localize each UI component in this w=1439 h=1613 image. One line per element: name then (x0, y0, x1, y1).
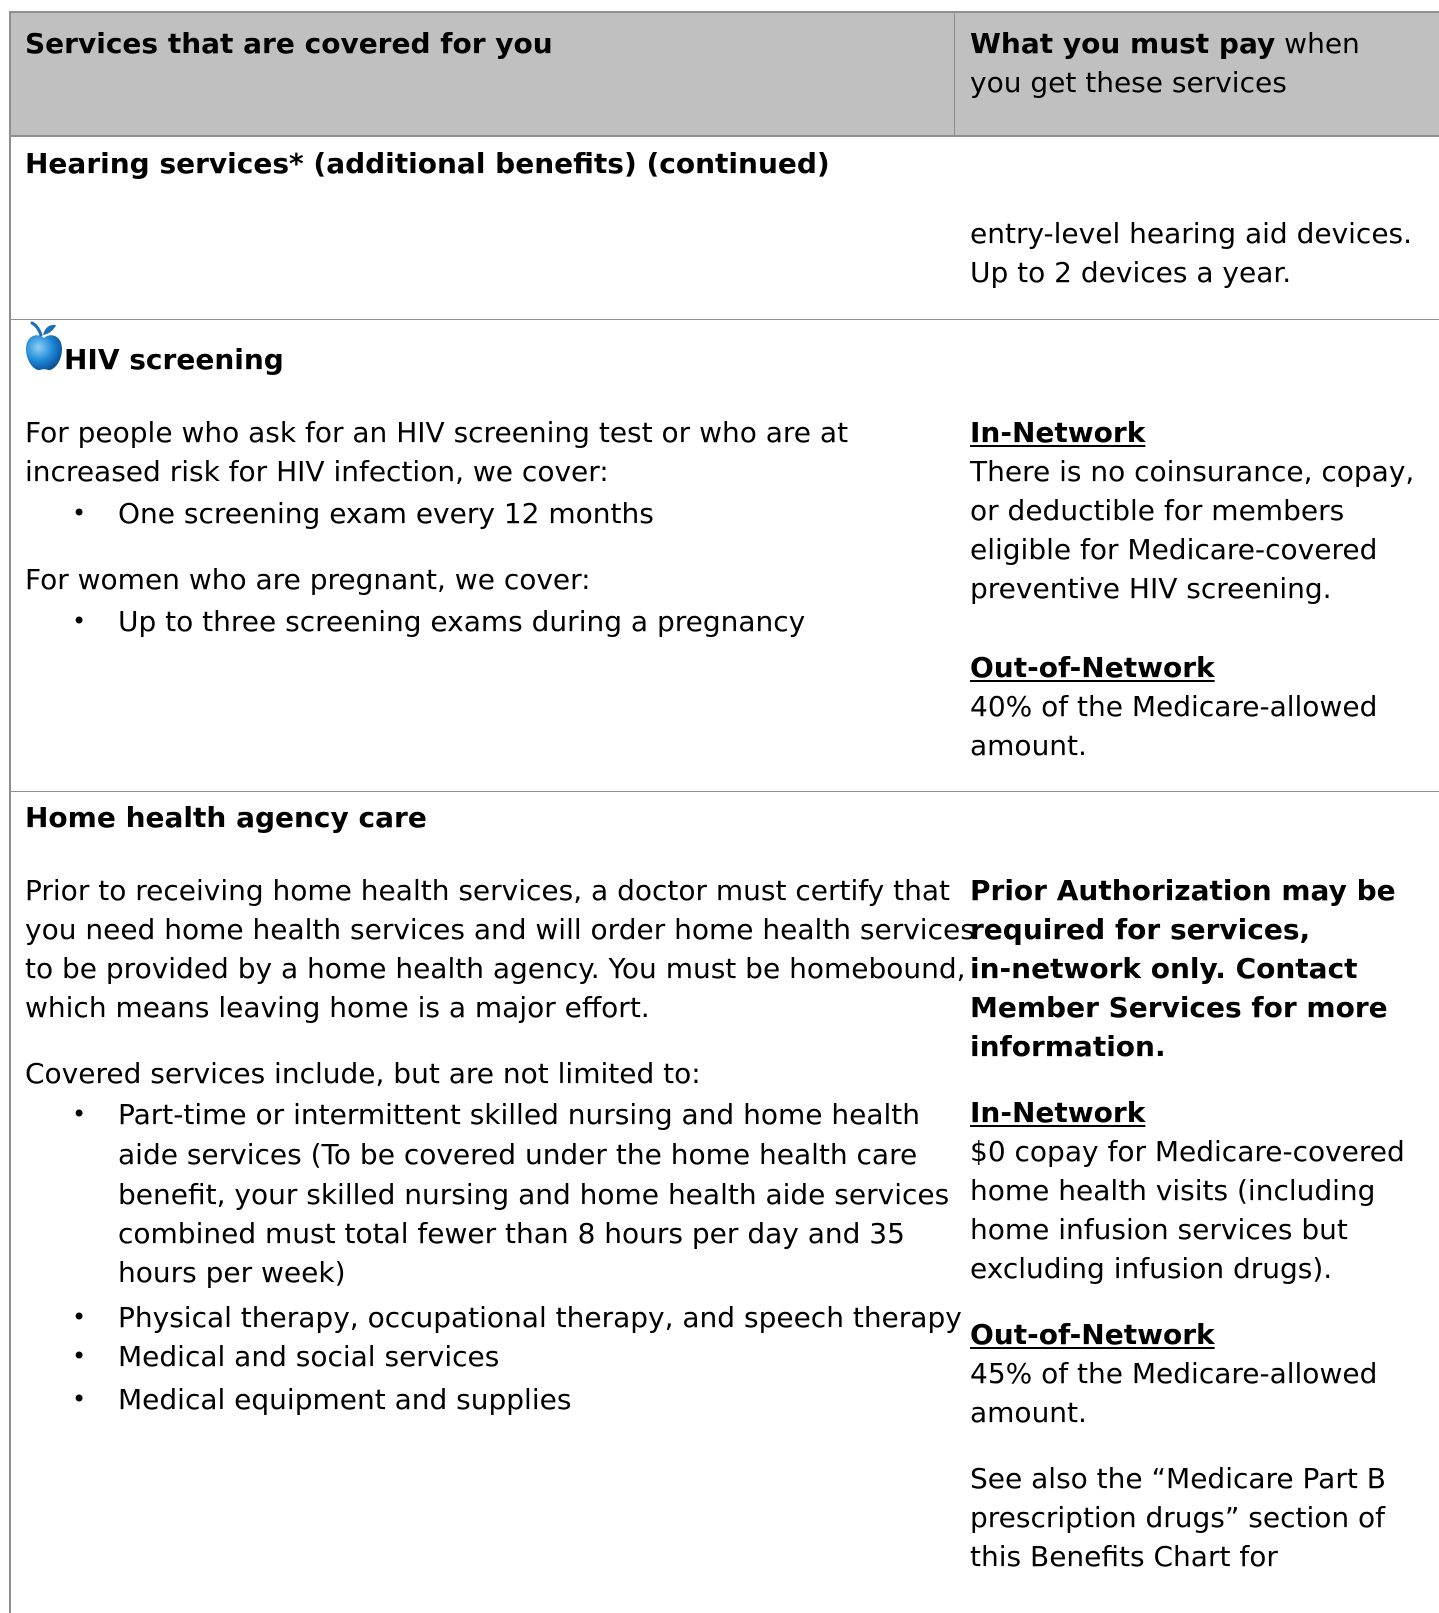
home-health-bullet-line: aide services (To be covered under the home health care (118, 1138, 918, 1171)
pay-column-header-line2: you get these services (970, 66, 1287, 99)
services-column-header: Services that are covered for you (25, 27, 553, 60)
home-health-out-network-line: amount. (970, 1396, 1087, 1429)
row-divider (11, 319, 1439, 320)
apple-icon (25, 321, 63, 371)
home-health-bullet-line: benefit, your skilled nursing and home health aide services (118, 1178, 950, 1211)
hiv-in-network-line: eligible for Medicare-covered (970, 533, 1378, 566)
hearing-pay-line: entry-level hearing aid devices. (970, 217, 1413, 250)
home-health-bullet-line: combined must total fewer than 8 hours per day and 35 (118, 1217, 905, 1250)
home-health-out-network-label: Out-of-Network (970, 1318, 1215, 1351)
pay-header-rest: when (1275, 27, 1360, 60)
see-also-line: See also the “Medicare Part B (970, 1462, 1386, 1495)
bullet-marker: • (72, 1385, 87, 1413)
hiv-row-title: HIV screening (64, 343, 284, 376)
pay-column-header (970, 24, 1360, 63)
prior-auth-line: in-network only. Contact (970, 952, 1358, 985)
pay-header-bold: What you must pay (970, 27, 1276, 60)
benefits-chart (9, 11, 1439, 1613)
home-health-bullet: Physical therapy, occupational therapy, and speech therapy (118, 1301, 962, 1334)
hiv-in-network-label: In-Network (970, 416, 1146, 449)
home-health-bullet: Medical and social services (118, 1340, 500, 1373)
prior-auth-line: Prior Authorization may be (970, 874, 1396, 907)
prior-auth-line: required for services, (970, 913, 1311, 946)
home-health-intro-line: Prior to receiving home health services, a doctor must certify that (25, 874, 950, 907)
hiv-intro-line: For people who ask for an HIV screening test or who are at (25, 416, 849, 449)
hiv-out-network-label: Out-of-Network (970, 651, 1215, 684)
see-also-line: this Benefits Chart for (970, 1540, 1278, 1573)
home-health-row-title: Home health agency care (25, 801, 427, 834)
home-health-in-network-line: home infusion services but (970, 1213, 1348, 1246)
see-also-line: prescription drugs” section of (970, 1501, 1386, 1534)
home-health-bullet-line: Part-time or intermittent skilled nursing and home health (118, 1098, 921, 1131)
header-divider (954, 13, 955, 137)
home-health-out-network-line: 45% of the Medicare-allowed (970, 1357, 1378, 1390)
prior-auth-line: Member Services for more (970, 991, 1388, 1024)
home-health-intro-line: you need home health services and will order home health services (25, 913, 975, 946)
prior-auth-line: information. (970, 1030, 1166, 1063)
hearing-row-title: Hearing services* (additional benefits) (continued) (25, 147, 830, 180)
home-health-in-network-line: $0 copay for Medicare-covered (970, 1135, 1405, 1168)
home-health-in-network-label: In-Network (970, 1096, 1146, 1129)
hiv-out-network-line: amount. (970, 729, 1087, 762)
row-divider (11, 791, 1439, 792)
home-health-intro-line: which means leaving home is a major effort. (25, 991, 650, 1024)
bullet-marker: • (72, 499, 87, 527)
hiv-bullet: One screening exam every 12 months (118, 497, 654, 530)
home-health-in-network-line: excluding infusion drugs). (970, 1252, 1333, 1285)
table-header (11, 13, 1439, 137)
bullet-marker: • (72, 607, 87, 635)
hiv-out-network-line: 40% of the Medicare-allowed (970, 690, 1378, 723)
bullet-marker: • (72, 1342, 87, 1370)
hiv-in-network-line: There is no coinsurance, copay, (970, 455, 1415, 488)
home-health-intro-line: to be provided by a home health agency. You must be homebound, (25, 952, 966, 985)
home-health-bullet-line: hours per week) (118, 1256, 346, 1289)
home-health-covered-line: Covered services include, but are not limited to: (25, 1057, 701, 1090)
hiv-pregnant-line: For women who are pregnant, we cover: (25, 563, 591, 596)
hiv-intro-line: increased risk for HIV infection, we cover: (25, 455, 609, 488)
home-health-bullet: Medical equipment and supplies (118, 1383, 572, 1416)
hiv-in-network-line: or deductible for members (970, 494, 1345, 527)
bullet-marker: • (72, 1100, 87, 1128)
hearing-pay-line: Up to 2 devices a year. (970, 256, 1292, 289)
hiv-bullet: Up to three screening exams during a pregnancy (118, 605, 806, 638)
home-health-in-network-line: home health visits (including (970, 1174, 1376, 1207)
hiv-in-network-line: preventive HIV screening. (970, 572, 1332, 605)
bullet-marker: • (72, 1303, 87, 1331)
